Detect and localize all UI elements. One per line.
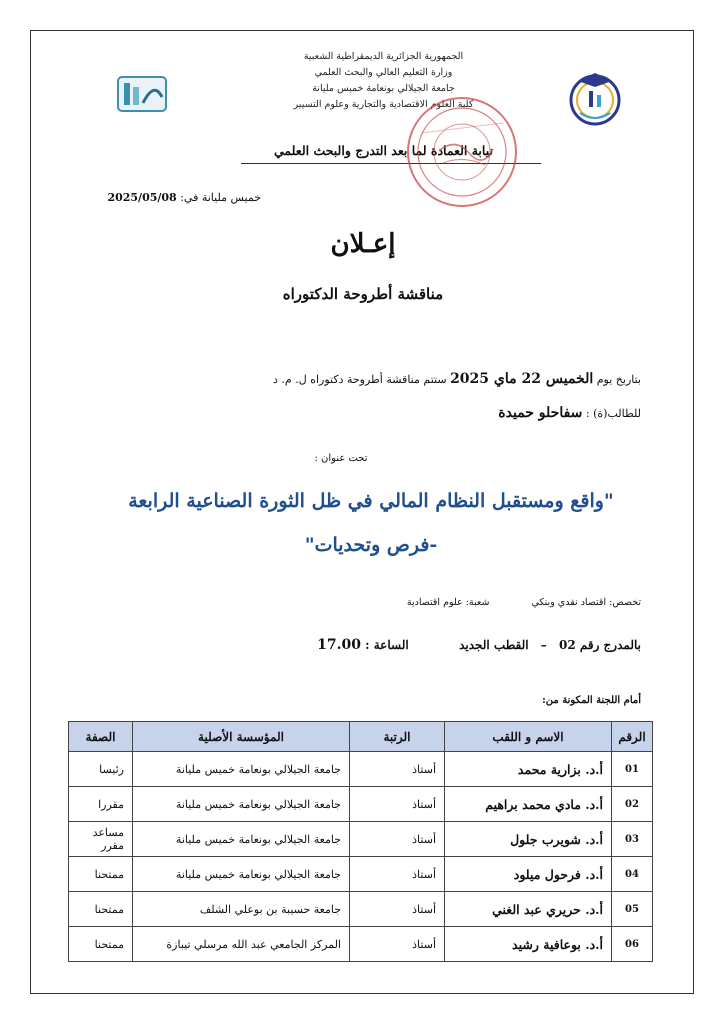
date-value: 2025/05/08 (107, 191, 177, 204)
row-number: 01 (612, 752, 653, 787)
header-number: الرقم (612, 722, 653, 752)
specialty-line (331, 597, 641, 608)
table-row (69, 927, 653, 962)
row-rank: أستاذ (350, 927, 445, 962)
table-row (69, 822, 653, 857)
announcement-title: إعـلان (330, 229, 396, 259)
row-role: مساعد مقرر (69, 822, 133, 857)
header-line-republic: الجمهورية الجزائرية الديمقراطية الشعبية (303, 51, 464, 62)
branch-label: شعبة: (465, 597, 490, 608)
department-heading: نيابة العمادة لما بعد التدرج والبحث العلمي (274, 143, 493, 158)
row-name: أ.د. فرحول ميلود (445, 857, 612, 892)
official-stamp-icon (403, 93, 521, 211)
row-name: أ.د. بوعافية رشيد (445, 927, 612, 962)
header-line-university: جامعة الجيلالي بونعامة خميس مليانة (312, 83, 455, 94)
header-institution: المؤسسة الأصلية (133, 722, 350, 752)
row-rank: أستاذ (350, 857, 445, 892)
row-role: ممتحنا (69, 857, 133, 892)
row-institution: جامعة الجيلالي بونعامة خميس مليانة (133, 822, 350, 857)
row-institution: جامعة حسيبة بن بوعلي الشلف (133, 892, 350, 927)
venue-time-label: الساعة : (365, 638, 409, 652)
table-row (69, 752, 653, 787)
specialty-label: تخصص: (609, 597, 641, 608)
row-institution: جامعة الجيلالي بونعامة خميس مليانة (133, 857, 350, 892)
header-role: الصفة (69, 722, 133, 752)
faculty-logo-icon (566, 67, 624, 127)
date-prefix: خميس مليانة في: (180, 191, 261, 204)
venue-line (241, 637, 641, 653)
row-number: 02 (612, 787, 653, 822)
jury-table (68, 721, 653, 962)
student-line (351, 405, 641, 421)
header-line-faculty: كلية العلوم الاقتصادية والتجارية وعلوم التسيير (293, 99, 474, 110)
issue-date (107, 191, 261, 204)
defense-day: الخميس 22 ماي 2025 (450, 371, 594, 387)
header-name: الاسم و اللقب (445, 722, 612, 752)
row-role: ممتحنا (69, 927, 133, 962)
header-line-ministry: وزارة التعليم العالي والبحث العلمي (314, 67, 453, 78)
row-role: رئيسا (69, 752, 133, 787)
defense-date-sentence (231, 371, 641, 387)
venue-campus: القطب الجديد (459, 638, 529, 652)
row-institution: المركز الجامعي عبد الله مرسلي تيبازة (133, 927, 350, 962)
announcement-subtitle: مناقشة أطروحة الدكتوراه (282, 285, 444, 303)
thesis-title (101, 479, 641, 567)
row-name: أ.د. مادي محمد براهيم (445, 787, 612, 822)
row-number: 05 (612, 892, 653, 927)
row-rank: أستاذ (350, 752, 445, 787)
row-role: ممتحنا (69, 892, 133, 927)
university-logo-icon (116, 73, 168, 115)
student-name: سفاحلو حميدة (498, 405, 583, 421)
row-name: أ.د. بزارية محمد (445, 752, 612, 787)
under-title-label: تحت عنوان : (314, 453, 368, 464)
intro-prefix: بتاريخ يوم (596, 373, 641, 386)
thesis-title-line-1: "واقع ومستقبل النظام المالي في ظل الثورة الصناعية الرابعة (128, 490, 614, 512)
intro-suffix: ستتم مناقشة أطروحة دكتوراه ل. م. د (273, 373, 447, 386)
row-institution: جامعة الجيلالي بونعامة خميس مليانة (133, 752, 350, 787)
row-rank: أستاذ (350, 787, 445, 822)
row-rank: أستاذ (350, 892, 445, 927)
row-number: 06 (612, 927, 653, 962)
row-name: أ.د. حريري عبد الغني (445, 892, 612, 927)
row-number: 04 (612, 857, 653, 892)
row-rank: أستاذ (350, 822, 445, 857)
venue-hall: بالمدرج رقم 02 (558, 638, 641, 652)
committee-label: أمام اللجنة المكونة من: (542, 695, 641, 706)
venue-dash: – (540, 638, 547, 652)
thesis-title-line-2: -فرص وتحديات" (304, 534, 438, 556)
student-label: للطالب(ة) : (585, 407, 641, 420)
venue-time-value: 17.00 (317, 637, 361, 653)
table-row (69, 892, 653, 927)
row-institution: جامعة الجيلالي بونعامة خميس مليانة (133, 787, 350, 822)
row-name: أ.د. شويرب جلول (445, 822, 612, 857)
row-role: مقررا (69, 787, 133, 822)
specialty-value: اقتصاد نقدي وبنكي (531, 597, 607, 608)
header-rank: الرتبة (350, 722, 445, 752)
row-number: 03 (612, 822, 653, 857)
document-page (30, 30, 694, 994)
jury-table-header (69, 722, 653, 752)
table-row (69, 787, 653, 822)
branch-value: علوم اقتصادية (406, 597, 463, 608)
table-row (69, 857, 653, 892)
